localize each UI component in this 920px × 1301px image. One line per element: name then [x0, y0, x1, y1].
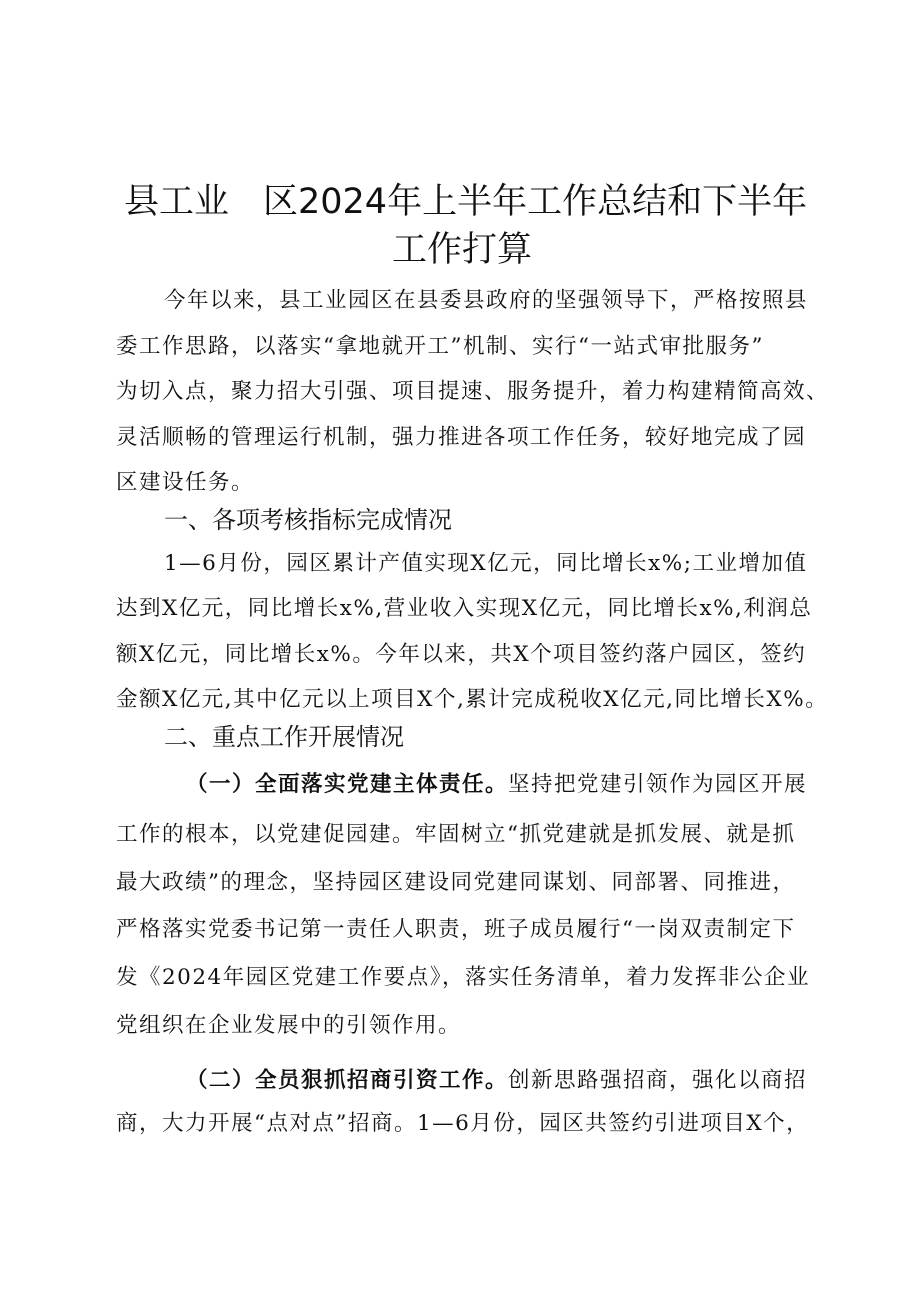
subsection1-line: 严格落实党委书记第一责任人职责，班子成员履行“一岗双责制定下	[116, 917, 796, 942]
document-title-line2: 工作打算	[392, 230, 533, 270]
intro-line: 区建设任务。	[116, 470, 255, 495]
section-heading-2: 二、重点工作开展情况	[164, 723, 404, 751]
section1-line: 金额X亿元,其中亿元以上项目X个,累计完成税收X亿元,同比增长X%。	[116, 687, 829, 712]
subsection1-line: 工作的根本，以党建促园建。牢固树立“抓党建就是抓发展、就是抓	[116, 822, 796, 847]
subsection1-line: 最大政绩”的理念，坚持园区建设同党建同谋划、同部署、同推进，	[116, 870, 796, 895]
subsection2-line: 商，大力开展“点对点”招商。1—6月份，园区共签约引进项目X个，	[116, 1111, 810, 1136]
subsection2-title: （二）全员狠抓招商引资工作。	[186, 1068, 509, 1093]
section-heading-1: 一、各项考核指标完成情况	[164, 506, 452, 534]
section1-line: 达到X亿元，同比增长x%,营业收入实现X亿元，同比增长x%,利润总	[116, 596, 813, 621]
subsection1-first-rest: 坚持把党建引领作为园区开展	[508, 772, 808, 797]
subsection1-title: （一）全面落实党建主体责任。	[186, 772, 509, 797]
subsection1-line: 党组织在企业发展中的引领作用。	[116, 1013, 462, 1038]
intro-line: 今年以来，县工业园区在县委县政府的坚强领导下，严格按照县	[164, 288, 809, 313]
document-title-part1: 县工业	[124, 182, 230, 222]
subsection2-first-rest: 创新思路强招商，强化以商招	[508, 1068, 808, 1093]
subsection2-first-line	[186, 1063, 807, 1094]
intro-line: 灵活顺畅的管理运行机制，强力推进各项工作任务，较好地完成了园	[116, 425, 807, 450]
intro-line: 委工作思路，以落实“拿地就开工”机制、实行“一站式审批服务”	[116, 334, 764, 359]
intro-line: 为切入点，聚力招大引强、项目提速、服务提升，着力构建精简高效、	[116, 379, 830, 404]
subsection1-first-line	[186, 767, 807, 798]
document-title-part2: 区2024年上半年工作总结和下半年	[263, 182, 808, 222]
section1-line: 1—6月份，园区累计产值实现X亿元，同比增长x%;工业增加值	[164, 551, 808, 576]
subsection1-line: 发《2024年园区党建工作要点》，落实任务清单，着力发挥非公企业	[116, 965, 810, 990]
section1-line: 额X亿元，同比增长x%。今年以来，共X个项目签约落户园区，签约	[116, 642, 807, 667]
